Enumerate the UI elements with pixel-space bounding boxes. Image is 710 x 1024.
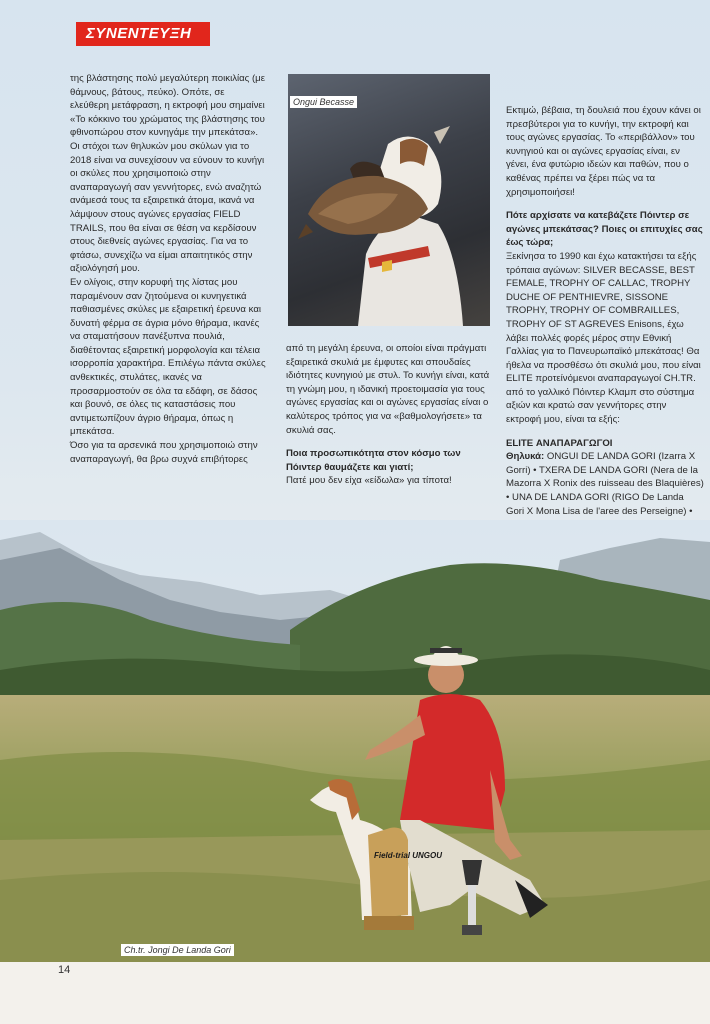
paragraph: Εν ολίγοις, στην κορυφή της λίστας μου παραμένουν σαν ζητούμενα οι κυνηγετικά παθιασμένες σκύλες με εξαιρετική έρευνα και δυνατή φέρμα σε άγρια μόνο θήραμα, ικανές να σταματήσουν πανέξυπνα πουλιά, διαθέτοντας εξαιρετική μορφολογία και τέλεια ισορροπία χαρακτήρα. Επιλέγω πάντα σκύλες ανθεκτικές, στυλάτες, ικανές να προσαρμοστούν σε όλα τα εδάφη, σε δάσος και βουνό, σε όλες τις καταστάσεις που αντιμετωπίζουν άγριο θήραμα, όπως η μπεκάτσα. <box>70 276 266 438</box>
trophy-inscription: Field-trial UNGOU <box>374 851 443 860</box>
photo-caption: Ongui Becasse <box>290 96 357 108</box>
paragraph: της βλάστησης πολύ μεγαλύτερη ποικιλίας (με θάμνους, βάτους, πεύκο). Οπότε, σε ελεύθερη μετάφραση, η εκτροφή μου σημαίνει «Το κόκκινο του χρώματος της βλάστησης του φθινοπώρου στον κυνηγάμε την μπεκάτσα». <box>70 73 265 139</box>
females-list: ONGUI DE LANDA GORI (Izarra X Gorri) • TXERA DE LANDA GORI (Nera de la Mazorra X Ronix des ruisseau des Blaquières) • UNA DE LANDA GORI (RIGO De Landa Gori X Mona Lisa de l'aree des Perseigne) • <box>506 451 704 517</box>
interview-answer: Ξεκίνησα το 1990 και έχω κατακτήσει τα εξής τρόπαια αγώνων: SILVER BECASSE, BEST FEMALE, TROPHY OF CALLAC, TROPHY DUCHE OF PENTHIEVRE, SISSONE TROPHY, TROPHY OF COMBRAILLES, TROPHY OF ST AGREVES Enisons, έχω λάβει πολλές φορές μέρος στην Εθνική Γαλλίας για το Πανευρωπαϊκό μπεκάτσας! Θα ήθελα να προσθέσω ότι σκυλιά μου, που είναι ELITE προτείνόμενοι αναπαραγωγοί CH.TR. από το γαλλικό Πόιντερ Κλαμπ στο σύστημα αξιών και κρατώ σαν γεννήτορες στην εκτροφή μου, είναι τα εξής: <box>506 250 701 426</box>
photo-caption: Ch.tr. Jongi De Landa Gori <box>121 944 234 956</box>
breeder-with-dog-photo <box>0 520 710 962</box>
article-column-2 <box>286 342 490 488</box>
article-column-3 <box>506 104 704 532</box>
dog-photo-illustration <box>288 74 490 326</box>
page-number: 14 <box>58 964 71 976</box>
section-tag: ΣΥΝΕΝΤΕΥΞΗ <box>76 22 210 46</box>
article-column-1 <box>70 72 266 466</box>
interview-question: Πότε αρχίσατε να κατεβάζετε Πόιντερ σε αγώνες μπεκάτσας? Ποιες οι επιτυχίες σας έως τώρα; <box>506 210 703 249</box>
paragraph: Εκτιμώ, βέβαια, τη δουλειά που έχουν κάνει οι πρεσβύτεροι για το κυνήγι, την εκτροφή και τους αγώνες εργασίας. Το «περιβάλλον» του κυνηγιού και οι αγώνες εργασίας είναι, εν γένει, ένα φυτώριο ιδεών και παθών, που ο καθένας πρέπει να ξέρει πώς να τα χρησιμοποιήσει! <box>506 105 701 198</box>
paragraph: από τη μεγάλη έρευνα, οι οποίοι είναι πράγματι εξαιρετικά σκυλιά με έμφυτες και σπουδαίες ιδιότητες κυνηγιού με στυλ. Το κυνήγι είναι, κατά τη γνώμη μου, η ιδανική προετοιμασία για τους αγώνες εργασίας και οι αγώνες εργασίας είναι ο καλύτερος τρόπος για να «βαθμολογήσετε» τα σκυλιά σας. <box>286 343 490 436</box>
interview-question: Ποια προσωπικότητα στον κόσμο των Πόιντερ θαυμάζετε και γιατί; <box>286 448 461 473</box>
elite-heading: ELITE ΑΝΑΠΑΡΑΓΩΓΟΙ <box>506 437 613 449</box>
paragraph: Οι στόχοι των θηλυκών μου σκύλων για το 2018 είναι να συνεχίσουν να εύνουν το κυνήγι οι σκύλες που χρησιμοποιώ στην αναπαραγωγή σαν γεννήτορες, ενώ αναζητώ ανάμεσά τους τα εξαιρετικά άτομα, ικανά να λάμψουν στους αγώνες εργασίας FIELD TRAILS, που θα είναι σε θέση να κερδίσουν στους διεθνείς αγώνες εργασίας. Για να το φτάσω, συνεχίζω να είμαι απαιτητικός στην αξιολόγησή μου. <box>70 140 265 275</box>
dog-with-woodcock-photo <box>288 74 490 326</box>
interview-answer: Πατέ μου δεν είχα «είδωλα» για τίποτα! <box>286 475 452 487</box>
females-label: Θηλυκά: <box>506 451 545 463</box>
paragraph: Όσο για τα αρσενικά που χρησιμοποιώ στην αναπαραγωγή, θα βρω συχνά επιβήτορες <box>70 440 258 465</box>
